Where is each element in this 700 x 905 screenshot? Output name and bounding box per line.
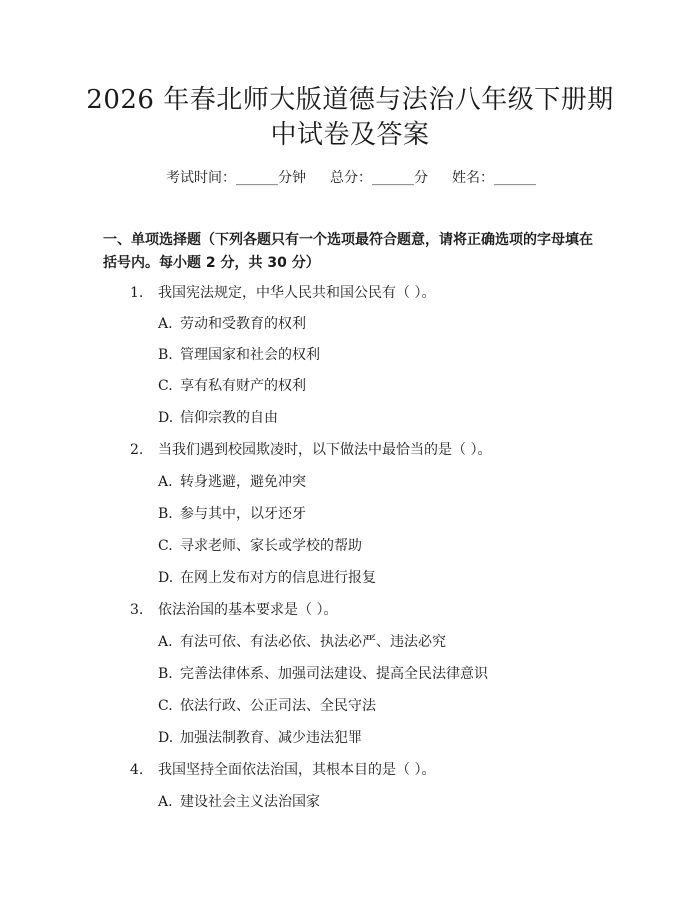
option-text: 享有私有财产的权利 xyxy=(180,378,306,394)
option-3b xyxy=(158,664,488,684)
option-letter: B. xyxy=(158,666,173,682)
option-3a xyxy=(158,632,446,652)
section-heading-line-1: 一、单项选择题（下列各题只有一个选项最符合题意，请将正确选项的字母填在 xyxy=(103,232,593,248)
question-text: 我国宪法规定，中华人民共和国公民有（ ）。 xyxy=(158,285,436,301)
option-text: 寻求老师、家长或学校的帮助 xyxy=(180,538,362,554)
option-letter: D. xyxy=(158,570,174,586)
option-2b xyxy=(158,504,306,524)
question-4 xyxy=(130,760,435,780)
option-3c xyxy=(158,696,376,716)
question-2 xyxy=(130,440,491,460)
question-text: 依法治国的基本要求是（ ）。 xyxy=(158,602,338,618)
option-1d xyxy=(158,408,278,428)
option-letter: D. xyxy=(158,410,174,426)
student-name-field: 姓名：______ xyxy=(452,170,536,186)
option-text: 管理国家和社会的权利 xyxy=(180,347,320,363)
option-1a xyxy=(158,314,306,334)
total-score-field: 总分：______分 xyxy=(330,170,428,186)
option-letter: A. xyxy=(158,316,173,332)
question-1 xyxy=(130,283,435,303)
option-text: 建设社会主义法治国家 xyxy=(180,794,320,810)
question-number: 3. xyxy=(130,602,144,618)
question-text: 当我们遇到校园欺凌时，以下做法中最恰当的是（ ）。 xyxy=(158,442,492,458)
option-letter: A. xyxy=(158,794,173,810)
option-text: 依法行政、公正司法、全民守法 xyxy=(180,698,376,714)
option-text: 在网上发布对方的信息进行报复 xyxy=(180,570,376,586)
option-letter: C. xyxy=(158,538,173,554)
question-number: 2. xyxy=(130,442,144,458)
option-2d xyxy=(158,568,376,588)
option-2a xyxy=(158,472,306,492)
option-2c xyxy=(158,536,362,556)
option-text: 转身逃避，避免冲突 xyxy=(180,474,306,490)
section-heading-line-2: 括号内。每小题 2 分，共 30 分） xyxy=(103,255,320,271)
option-letter: C. xyxy=(158,698,173,714)
option-letter: C. xyxy=(158,378,173,394)
option-letter: D. xyxy=(158,730,174,746)
option-4a xyxy=(158,792,320,812)
option-text: 信仰宗教的自由 xyxy=(180,410,278,426)
question-number: 1. xyxy=(130,285,144,301)
option-text: 参与其中，以牙还牙 xyxy=(180,506,306,522)
option-3d xyxy=(158,728,362,748)
option-text: 加强法制教育、减少违法犯罪 xyxy=(180,730,362,746)
page-title-line-2: 中试卷及答案 xyxy=(270,120,430,150)
option-letter: B. xyxy=(158,506,173,522)
option-1c xyxy=(158,376,306,396)
option-text: 劳动和受教育的权利 xyxy=(180,316,306,332)
option-text: 完善法律体系、加强司法建设、提高全民法律意识 xyxy=(180,666,488,682)
option-letter: A. xyxy=(158,634,173,650)
question-text: 我国坚持全面依法治国，其根本目的是（ ）。 xyxy=(158,762,436,778)
option-text: 有法可依、有法必依、执法必严、违法必究 xyxy=(180,634,446,650)
option-letter: A. xyxy=(158,474,173,490)
question-3 xyxy=(130,600,337,620)
exam-time-field: 考试时间：______分钟 xyxy=(166,170,306,186)
question-number: 4. xyxy=(130,762,144,778)
page-title-line-1: 2026 年春北师大版道德与法治八年级下册期 xyxy=(86,85,614,115)
option-1b xyxy=(158,345,320,365)
option-letter: B. xyxy=(158,347,173,363)
